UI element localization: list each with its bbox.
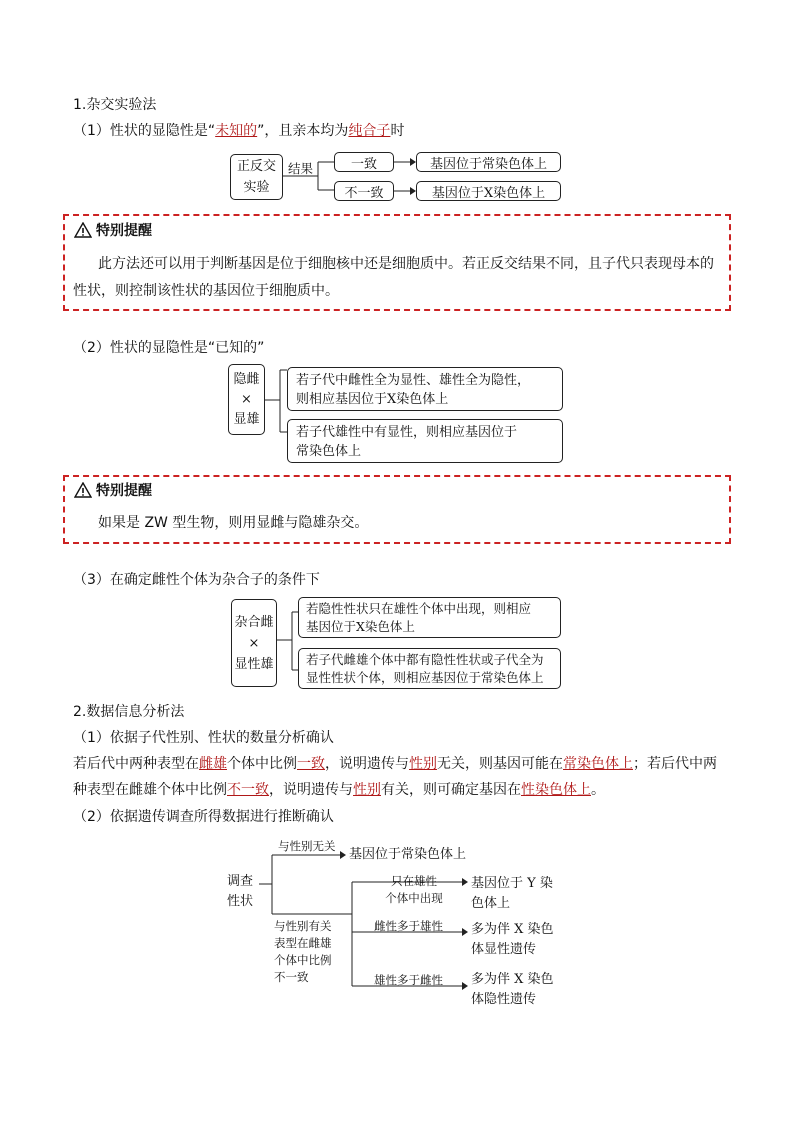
tip-title-1: 特别提醒	[96, 223, 152, 239]
edge-line: 表型在雌雄	[274, 936, 332, 950]
section-heading-data: 2.数据信息分析法	[73, 704, 185, 720]
diagram4-edge-female-more: 雌性多于雄性	[374, 919, 443, 933]
source-line: 正反交	[236, 159, 276, 174]
section-heading-hybrid: 1.杂交实验法	[73, 97, 157, 113]
text-segment: 个体中比例	[227, 756, 297, 772]
edge-line: 不一致	[274, 970, 309, 984]
result-line: 显性性状个体，则相应基因位于常染色体上	[306, 670, 544, 685]
tip-text-1a: 此方法还可以用于判断基因是位于细胞核中还是细胞质中。若正反交结果不同，且子代只表现母本的	[98, 256, 714, 272]
diagram4-edge-related	[274, 918, 332, 986]
edge-line: 只在雄性	[391, 874, 437, 888]
diagram4-result-y	[471, 874, 553, 914]
diagram4-result-autosome: 基因位于常染色体上	[349, 847, 467, 862]
result-line: 若隐性性状只在雄性个体中出现，则相应	[306, 601, 532, 616]
source-line: 杂合雌	[234, 614, 274, 630]
diagram4-result-x-dominant	[471, 920, 554, 960]
diagram1-branch-consistent: 一致	[334, 152, 394, 172]
root-line: 调查	[227, 874, 254, 889]
result-line: 则相应基因位于X染色体上	[296, 392, 449, 407]
tip-text-2: 如果是 ZW 型生物，则用显雌与隐雄杂交。	[98, 515, 369, 531]
diagram1-result-x: 基因位于X染色体上	[416, 181, 561, 201]
diagram1-edge-label: 结果	[288, 161, 314, 176]
root-line: 性状	[227, 894, 254, 909]
source-line: 实验	[243, 180, 270, 195]
paragraph-known-dominance: （2）性状的显隐性是“已知的”	[73, 340, 265, 356]
paragraph-survey-data: （2）依据遗传调查所得数据进行推断确认	[73, 809, 334, 825]
text-segment: 种表型在雌雄个体中比例	[73, 782, 227, 798]
result-line: 多为伴 X 染色	[471, 922, 554, 937]
result-line: 基因位于 Y 染	[471, 876, 553, 891]
result-line: 若子代中雌性全为显性、雄性全为隐性，	[296, 373, 531, 388]
text-segment: 。	[591, 782, 605, 798]
diagram4-edge-male-only	[372, 873, 456, 907]
edge-line: 个体中出现	[385, 891, 443, 905]
text-segment: ，说明遗传与	[325, 756, 409, 772]
source-line: 显性雄	[234, 656, 274, 672]
highlight-sex-chromosome: 性染色体上	[521, 782, 591, 798]
diagram4-edge-unrelated: 与性别无关	[278, 839, 336, 853]
result-line: 基因位于X染色体上	[306, 619, 415, 634]
tip-title-2: 特别提醒	[96, 483, 152, 499]
source-line: 显雄	[233, 411, 260, 427]
text-segment: ；若后代中两	[633, 756, 717, 772]
source-line: 隐雌	[233, 371, 260, 387]
highlight-male-female: 雌雄	[199, 756, 227, 772]
highlight-consistent: 一致	[297, 756, 325, 772]
result-line: 色体上	[471, 896, 511, 911]
text-segment: 若后代中两种表型在	[73, 756, 199, 772]
text-segment: 时	[390, 123, 405, 139]
diagram1-branch-inconsistent: 不一致	[334, 181, 394, 201]
diagram1-result-autosome: 基因位于常染色体上	[416, 152, 561, 172]
highlight-inconsistent: 不一致	[227, 782, 269, 798]
text-segment: （1）性状的显隐性是“	[73, 123, 216, 139]
result-line: 体隐性遗传	[471, 992, 537, 1007]
result-line: 若子代雌雄个体中都有隐性性状或子代全为	[306, 652, 544, 667]
paragraph-heterozygous-female: （3）在确定雌性个体为杂合子的条件下	[73, 572, 320, 588]
highlight-homozygote: 纯合子	[348, 123, 391, 139]
highlight-sex: 性别	[409, 756, 437, 772]
paragraph-offspring-ratio: （1）依据子代性别、性状的数量分析确认	[73, 730, 334, 746]
text-segment: 无关，则基因可能在	[437, 756, 563, 772]
diagram4-root	[227, 872, 253, 912]
source-line: ×	[241, 391, 252, 407]
result-line: 若子代雄性中有显性，则相应基因位于	[296, 425, 518, 440]
diagram4-result-x-recessive	[471, 970, 554, 1010]
source-line: ×	[248, 635, 260, 651]
text-segment: 有关，则可确定基因在	[381, 782, 521, 798]
result-line: 常染色体上	[296, 444, 362, 459]
result-line: 体显性遗传	[471, 942, 537, 957]
text-segment: ，说明遗传与	[269, 782, 353, 798]
highlight-sex: 性别	[353, 782, 381, 798]
result-line: 多为伴 X 染色	[471, 972, 554, 987]
highlight-autosome: 常染色体上	[563, 756, 633, 772]
diagram4-edge-male-more: 雄性多于雌性	[374, 973, 443, 987]
highlight-unknown: 未知的	[215, 123, 258, 139]
edge-line: 个体中比例	[274, 953, 332, 967]
tip-text-1b: 性状，则控制该性状的基因位于细胞质中。	[73, 283, 339, 299]
edge-line: 与性别有关	[274, 919, 332, 933]
text-segment: ”，且亲本均为	[257, 123, 349, 139]
